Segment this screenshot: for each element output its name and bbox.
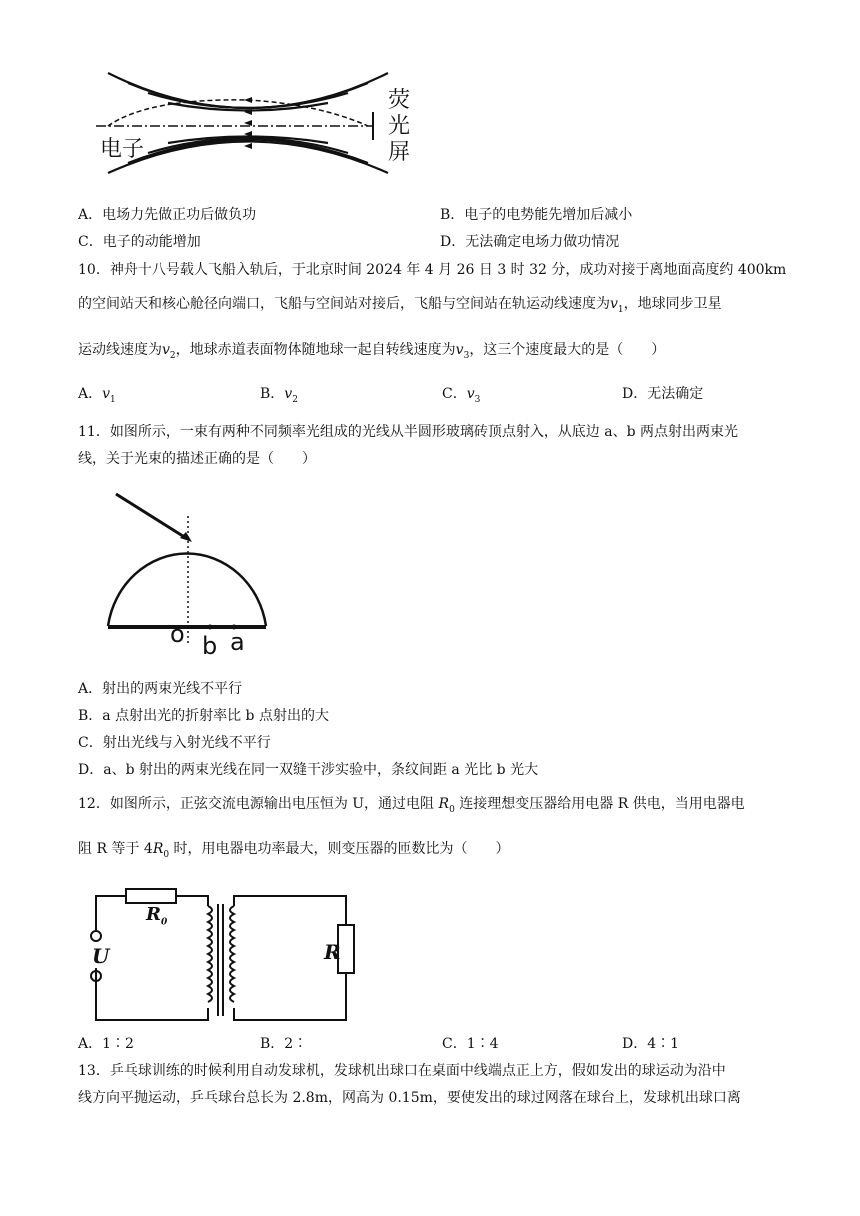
q13-line-2: 线方向平抛运动，乒乓球台总长为 2.8m，网高为 0.15m，要使发出的球过网落在球台上，发球机出球口离	[78, 1090, 741, 1106]
q11-option-b: B．a 点射出光的折射率比 b 点射出的大	[78, 708, 329, 724]
q10-line-1: 10．神舟十八号载人飞船入轨后，于北京时间 2024 年 4 月 26 日 3 时 32 分，成功对接于离地面高度约 400km	[78, 262, 787, 278]
q9-option-a: A．电场力先做正功后做负功	[78, 207, 257, 223]
fig-label-r: R	[324, 940, 341, 964]
q9-option-c: C．电子的动能增加	[78, 234, 201, 250]
q12-option-b: B．2∶	[260, 1036, 308, 1052]
screen-label: 荧 光 屏	[388, 88, 411, 165]
fig-label-b: b	[202, 632, 218, 660]
q9-option-d: D．无法确定电场力做功情况	[440, 234, 620, 250]
fig-label-u: U	[92, 944, 110, 968]
q11-line-2: 线，关于光束的描述正确的是（ ）	[78, 451, 316, 467]
fig-label-o: o	[170, 620, 185, 648]
q9-option-b: B．电子的电势能先增加后减小	[440, 207, 633, 223]
q11-line-1: 11．如图所示，一束有两种不同频率光组成的光线从半圆形玻璃砖顶点射入，从底边 a、b 两点射出两束光	[78, 424, 739, 440]
q10-line-2: 的空间站天和核心舱径向端口，飞船与空间站对接后，飞船与空间站在轨运动线速度为$v_1$，地球同步卫星	[78, 296, 722, 315]
q11-option-d: D．a、b 射出的两束光线在同一双缝干涉实验中，条纹间距 a 光比 b 光大	[78, 762, 539, 778]
q10-option-a: A．$v_1$	[78, 386, 116, 405]
q11-option-a: A．射出的两束光线不平行	[78, 681, 243, 697]
q11-option-c: C．射出光线与入射光线不平行	[78, 735, 271, 751]
q12-option-d: D．4∶1	[622, 1036, 680, 1052]
q12-line-2: 阻 R 等于 $4R_0$ 时，用电器电功率最大，则变压器的匝数比为（ ）	[78, 841, 510, 860]
q10-line-3: 运动线速度为$v_2$，地球赤道表面物体随地球一起自转线速度为$v_3$，这三个速度最大的是（ ）	[78, 342, 666, 361]
q12-line-1: 12．如图所示，正弦交流电源输出电压恒为 U，通过电阻 $R_0$ 连接理想变压器给用电器 R 供电，当用电器电	[78, 796, 745, 815]
q13-line-1: 13．乒乓球训练的时候利用自动发球机，发球机出球口在桌面中线端点正上方，假如发出的球运动为沿中	[78, 1063, 726, 1079]
q12-option-c: C．1∶4	[442, 1036, 499, 1052]
q10-option-b: B．$v_2$	[260, 386, 298, 405]
q12-option-a: A．1∶2	[78, 1036, 134, 1052]
semicircle-glass-figure	[100, 486, 280, 666]
fig-label-r0: $R_0$	[146, 904, 168, 928]
q10-option-d: D．无法确定	[622, 386, 704, 402]
q10-option-c: C．$v_3$	[442, 386, 481, 405]
fig-label-a: a	[230, 628, 245, 656]
electron-label: 电子	[100, 137, 145, 162]
